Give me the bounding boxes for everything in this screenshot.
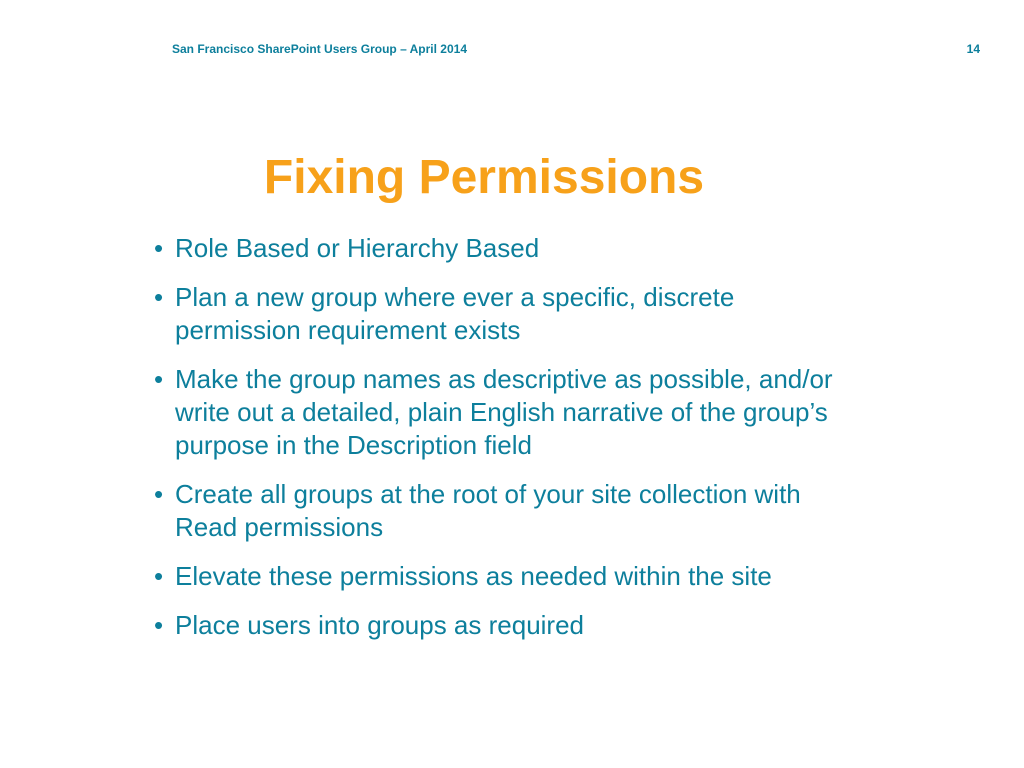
bullet-item	[154, 232, 854, 265]
bullet-marker: •	[154, 561, 164, 591]
bullet-item	[154, 363, 854, 462]
bullet-list	[154, 232, 854, 658]
bullet-marker: •	[154, 610, 164, 640]
slide-title: Fixing Permissions	[263, 151, 705, 204]
bullet-text: Plan a new group where ever a specific, discrete permission requirement exists	[175, 282, 735, 345]
bullet-text: Make the group names as descriptive as possible, and/or write out a detailed, plain English narrative of the group’s purpose in the Description field	[175, 364, 833, 460]
header-event-label: San Francisco SharePoint Users Group – April 2014	[172, 42, 467, 56]
bullet-marker: •	[154, 233, 164, 263]
bullet-item	[154, 281, 854, 347]
slide-page-number: 14	[966, 42, 980, 56]
bullet-text: Create all groups at the root of your site collection with Read permissions	[175, 479, 801, 542]
bullet-marker: •	[154, 364, 164, 394]
bullet-item	[154, 560, 854, 593]
bullet-text: Elevate these permissions as needed within the site	[175, 561, 772, 591]
bullet-marker: •	[154, 282, 164, 312]
bullet-text: Role Based or Hierarchy Based	[175, 233, 540, 263]
bullet-item	[154, 478, 854, 544]
bullet-text: Place users into groups as required	[175, 610, 585, 640]
bullet-marker: •	[154, 479, 164, 509]
bullet-item	[154, 609, 854, 642]
